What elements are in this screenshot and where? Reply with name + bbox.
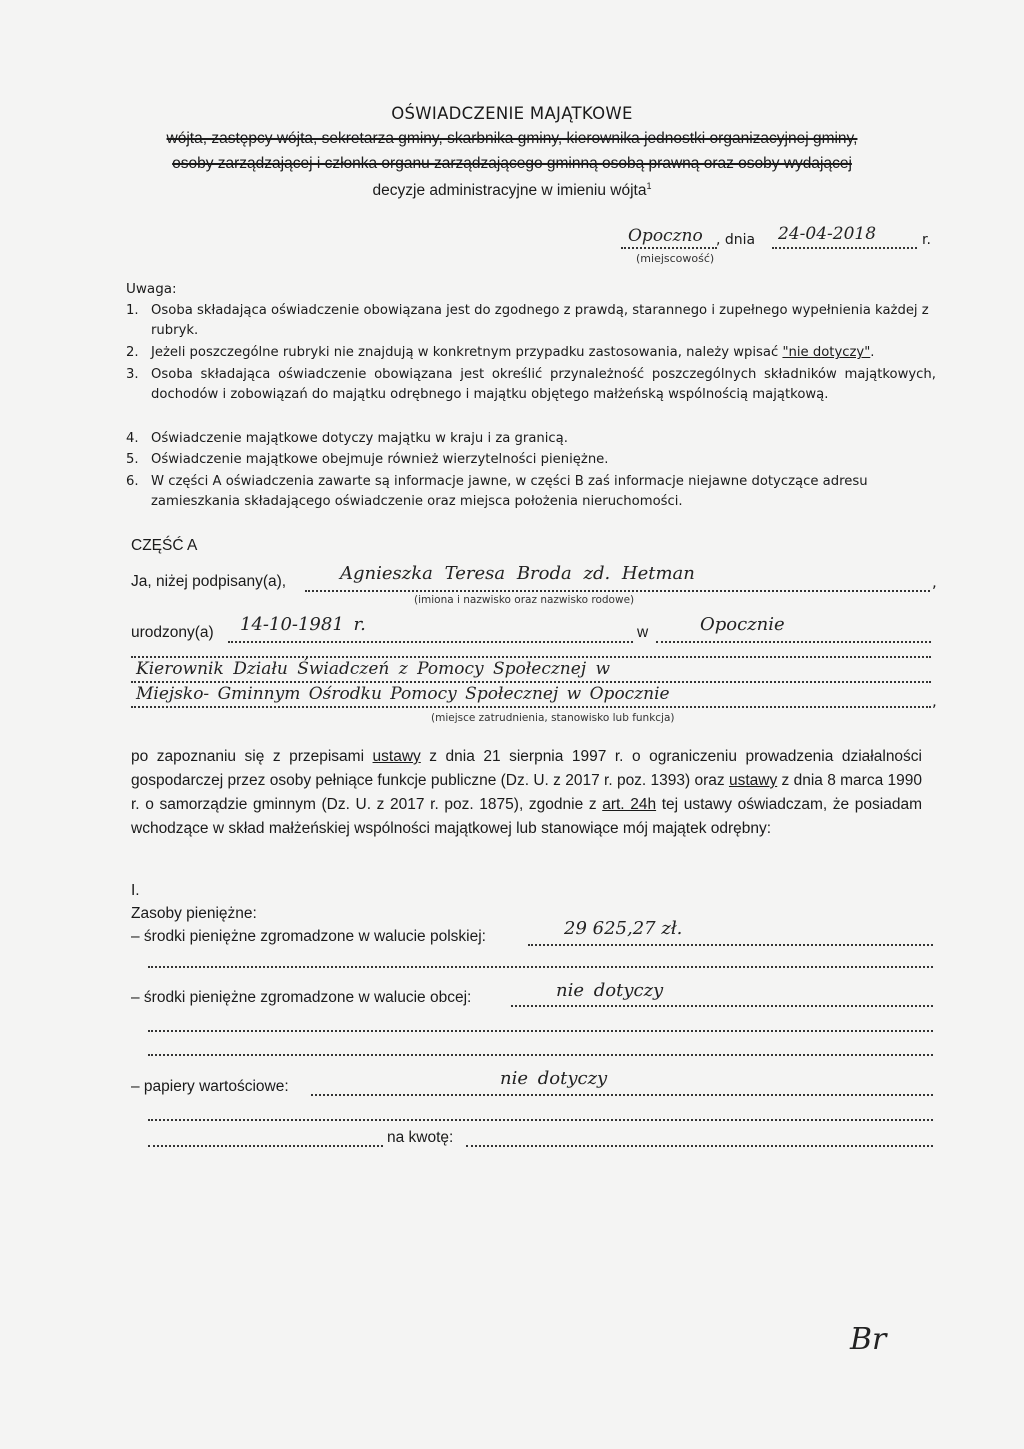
employment-dotted-line-0	[131, 656, 931, 658]
uwaga-label: Uwaga:	[126, 281, 177, 297]
amount-dotted-line	[466, 1145, 933, 1147]
legal-text-3: z dnia 8 marca 1990 r. o samorządzie gminnym (Dz. U. z 2017 r. poz. 1875), zgodnie z	[131, 772, 922, 813]
pln-label: – środki pieniężne zgromadzone w walucie polskiej:	[131, 928, 486, 945]
uwaga-num-1: 1.	[126, 303, 139, 318]
section-1-roman: I.	[131, 882, 140, 899]
r-label: r.	[922, 232, 931, 248]
document-title: OŚWIADCZENIE MAJĄTKOWE	[391, 104, 633, 123]
foreign-dotted-line-2	[148, 1030, 933, 1032]
place-caption: (miejscowość)	[636, 252, 715, 265]
uwaga-text-5: Oświadczenie majątkowe obejmuje również wierzytelności pieniężne.	[151, 452, 609, 467]
role-line-3	[0, 181, 1024, 200]
nie-dotyczy-phrase: "nie dotyczy"	[782, 345, 871, 360]
employment-comma: ,	[932, 692, 937, 710]
securities-value-handwritten: nie dotyczy	[500, 1068, 608, 1089]
born-date-dotted-line	[228, 641, 633, 643]
role-line-3-text: decyzje administracyjne w imieniu wójta	[372, 182, 647, 200]
footnote-mark: 1	[646, 181, 652, 191]
pln-dotted-line-2	[148, 966, 933, 968]
date-dotted-line	[772, 247, 917, 249]
dnia-label: , dnia	[716, 232, 756, 248]
employment-dotted-line-1	[131, 681, 931, 683]
place-dotted-line	[621, 247, 717, 249]
securities-dotted-line	[311, 1094, 933, 1096]
uwaga-text-2	[151, 343, 875, 363]
struck-role-line-1: wójta, zastępcy wójta, sekretarza gminy, skarbnika gminy, kierownika jednostki organizacyjnej gminy,	[166, 130, 858, 147]
uwaga-text-2-a: Jeżeli poszczególne rubryki nie znajdują w konkretnym przypadku zastosowania, należy wpisać	[151, 345, 783, 360]
uwaga-text-6: W części A oświadczenia zawarte są informacje jawne, w części B zaś informacje niejawne dotyczące adresu zamieszkania składającego oświadczenie oraz miejsca położenia nieruchomości.	[151, 474, 868, 509]
amount-label: na kwotę:	[387, 1129, 454, 1146]
born-place-handwritten: Opocznie	[700, 614, 785, 635]
born-place-dotted-line	[656, 641, 931, 643]
uwaga-num-6: 6.	[126, 474, 139, 489]
name-caption: (imiona i nazwisko oraz nazwisko rodowe)	[414, 594, 635, 606]
legal-text-2: z dnia 21 sierpnia 1997 r. o ograniczeniu prowadzenia działalności gospodarczej przez osoby pełniące funkcje publiczne (Dz. U. z 2017 r. poz. 1393) oraz	[131, 748, 922, 789]
uwaga-text-3: Osoba składająca oświadczenie obowiązana jest określić przynależność poszczególnych składników majątkowych, dochodów i zobowiązań do majątku odrębnego i majątku objętego małżeńską wspólnością majątkową.	[151, 367, 936, 402]
pln-dotted-line	[528, 944, 933, 946]
uwaga-num-5: 5.	[126, 452, 139, 467]
struck-role-line-2: osoby zarządzającej i członka organu zarządzającego gminną osobą prawną oraz osoby wydającej	[172, 155, 852, 172]
uwaga-num-2: 2.	[126, 345, 139, 360]
name-dotted-line	[305, 590, 930, 592]
date-handwritten: 24-04-2018	[778, 224, 877, 244]
legal-text-4: tej ustawy oświadczam, że posiadam wchodzące w skład małżeńskiej wspólności majątkowej lub stanowiące mój majątek odrębny:	[131, 796, 923, 837]
born-date-handwritten: 14-10-1981 r.	[240, 614, 366, 635]
employment-dotted-line-2	[131, 706, 931, 708]
foreign-label: – środki pieniężne zgromadzone w walucie obcej:	[131, 989, 472, 1006]
uwaga-num-4: 4.	[126, 431, 139, 446]
part-a-heading: CZĘŚĆ A	[131, 537, 198, 554]
pln-value-handwritten: 29 625,27 zł.	[564, 918, 683, 939]
legal-text-1: po zapoznaniu się z przepisami	[131, 748, 373, 765]
employment-line-1-handwritten: Kierownik Działu Świadczeń z Pomocy Społecznej w	[136, 659, 611, 679]
securities-dotted-line-2	[148, 1119, 933, 1121]
name-comma: ,	[932, 573, 937, 591]
foreign-dotted-line-3	[148, 1054, 933, 1056]
foreign-dotted-line	[511, 1005, 933, 1007]
name-handwritten: Agnieszka Teresa Broda zd. Hetman	[340, 563, 695, 584]
employment-line-2-handwritten: Miejsko- Gminnym Ośrodku Pomocy Społecznej w Opocznie	[136, 684, 670, 704]
uwaga-text-1: Osoba składająca oświadczenie obowiązana jest do zgodnego z prawdą, starannego i zupełnego wypełnienia każdej z rubryk.	[151, 303, 929, 338]
place-handwritten: Opoczno	[628, 226, 703, 246]
uwaga-num-3: 3.	[126, 367, 139, 382]
initials-handwritten: Br	[850, 1322, 887, 1357]
ustawa-link-2[interactable]: ustawy	[728, 772, 778, 789]
securities-label: – papiery wartościowe:	[131, 1078, 289, 1095]
foreign-value-handwritten: nie dotyczy	[556, 980, 664, 1001]
employment-caption: (miejsce zatrudnienia, stanowisko lub funkcja)	[431, 712, 675, 724]
art-24h-link[interactable]: art. 24h	[602, 796, 657, 813]
section-1-heading: Zasoby pieniężne:	[131, 905, 257, 922]
w-label: w	[637, 624, 649, 641]
ustawa-link-1[interactable]: ustawy	[372, 748, 421, 765]
legal-basis-paragraph	[131, 745, 922, 841]
ja-label: Ja, niżej podpisany(a),	[131, 573, 287, 590]
amount-dotted-line-left	[148, 1145, 383, 1147]
born-label: urodzony(a)	[131, 624, 214, 641]
uwaga-text-2-b: .	[870, 345, 875, 360]
uwaga-text-4: Oświadczenie majątkowe dotyczy majątku w kraju i za granicą.	[151, 431, 568, 446]
